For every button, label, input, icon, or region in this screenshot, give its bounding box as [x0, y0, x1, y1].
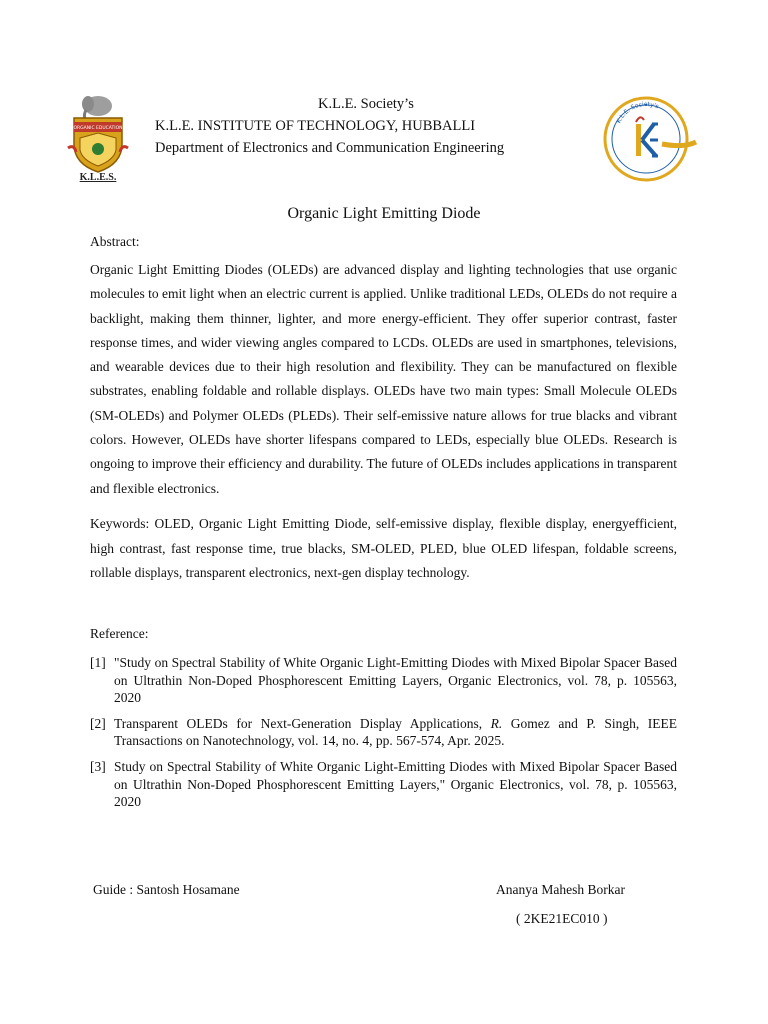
reference-text: "Study on Spectral Stability of White Organic Light-Emitting Diodes with Mixed Bipolar Spacer Based on Ultrathin Non-Doped Phosphorescent Emitting Layers, Organic Electronics, vol. 78, p. 105563, 2020 [114, 655, 677, 706]
author-name: Ananya Mahesh Borkar [496, 882, 625, 897]
reference-text-start: Transparent OLEDs for Next-Generation Display Applications, [114, 715, 491, 731]
reference-list [90, 654, 677, 819]
society-name: K.L.E. Society’s [318, 96, 414, 112]
reference-number: [1] [90, 655, 106, 670]
kles-caption: K.L.E.S. [79, 172, 117, 183]
reference-item [90, 758, 677, 811]
author-roll-number: ( 2KE21EC010 ) [516, 911, 608, 926]
kleit-seal-logo [602, 94, 702, 184]
reference-item [90, 715, 677, 750]
reference-number: [3] [90, 758, 106, 774]
abstract-text: Organic Light Emitting Diodes (OLEDs) are advanced display and lighting technologies that use organic molecules to emit light when an electric current is applied. Unlike traditional LEDs, OLEDs do not require a backlight, making them thinner, lighter, and more energy-efficient. They offer superior contrast, faster response times, and wider viewing angles compared to LCDs. OLEDs are used in smartphones, televisions, and wearable devices due to their high resolution and flexibility. They can be manufactured on flexible substrates, enabling foldable and rollable displays. OLEDs have two main types: Small Molecule OLEDs (SM-OLEDs) and Polymer OLEDs (PLEDs). Their self-emissive nature allows for true blacks and vibrant colors. However, OLEDs have shorter lifespans compared to LEDs, especially blue OLEDs. Research is ongoing to improve their efficiency and durability. The future of OLEDs includes applications in transparent and flexible electronics. [90, 262, 677, 496]
keywords-text: Keywords: OLED, Organic Light Emitting Diode, self-emissive display, flexible display, energyefficient, high contrast, fast response time, true blacks, SM-OLED, PLED, blue OLED lifespan, foldable screens, rollable displays, transparent electronics, next-gen display technology. [90, 516, 677, 580]
abstract-label: Abstract: [90, 234, 140, 249]
reference-label: Reference: [90, 626, 149, 641]
reference-item [90, 654, 677, 707]
department-name: Department of Electronics and Communication Engineering [155, 140, 505, 156]
reference-number: [2] [90, 715, 106, 731]
reference-author-initial: R. [490, 715, 503, 731]
institution-header [155, 93, 585, 159]
reference-text-end: Gomez and P. Singh, IEEE Transactions on Nanotechnology, vol. 14, no. 4, pp. 567-574, Apr. 2025. [114, 715, 677, 749]
svg-text:K.L.E. Society's: K.L.E. Society's [615, 100, 660, 125]
guide-name: Guide : Santosh Hosamane [93, 882, 240, 897]
institute-name: K.L.E. INSTITUTE OF TECHNOLOGY, HUBBALLI [155, 118, 476, 134]
reference-text: Study on Spectral Stability of White Organic Light-Emitting Diodes with Mixed Bipolar Spacer Based on Ultrathin Non-Doped Phosphorescent Emitting Layers," Organic Electronics, vol. 78, p. 105563, 2020 [114, 758, 677, 810]
svg-text:ORGANIC EDUCATION: ORGANIC EDUCATION [73, 126, 123, 131]
paper-title: Organic Light Emitting Diode [287, 205, 481, 222]
kles-crest-logo [66, 92, 130, 186]
